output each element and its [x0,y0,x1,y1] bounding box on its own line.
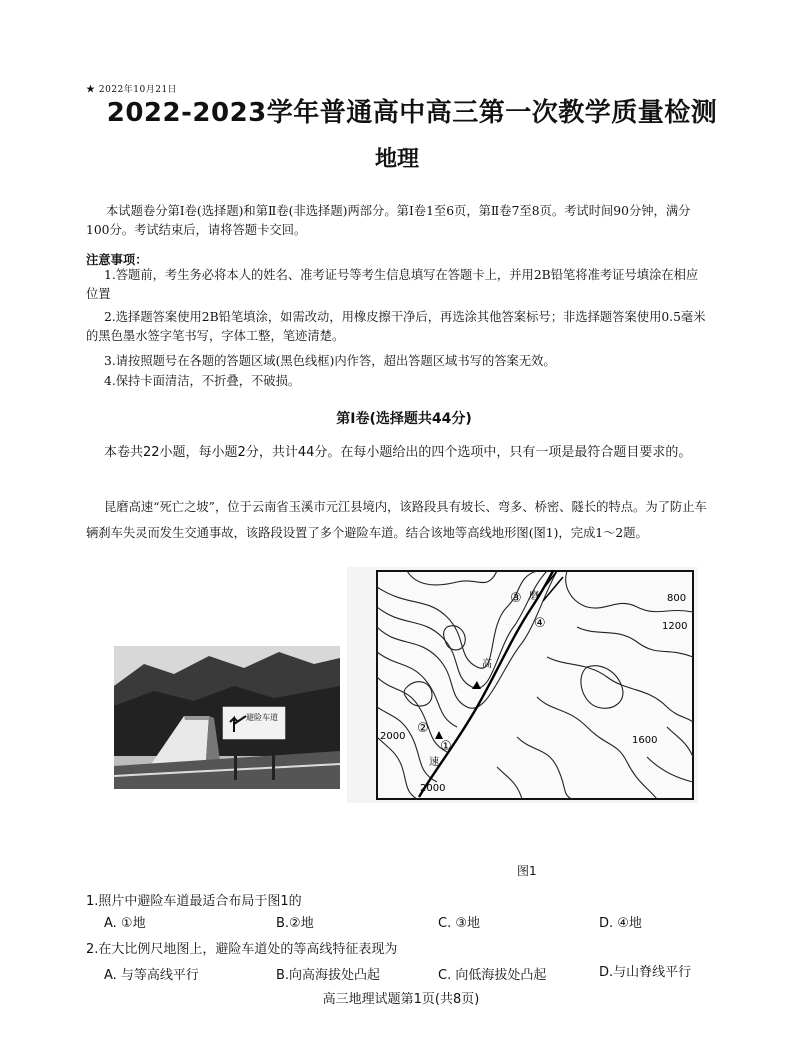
question-1-stem: 1.照片中避险车道最适合布局于图1的 [86,894,302,909]
q1-option-b: B.②地 [276,916,314,931]
notice-item-3: 3.请按照题号在各题的答题区域(黑色线框)内作答，超出答题区域书写的答案无效。 [104,354,556,368]
sign-text: 避险车道 [246,713,278,722]
contour-label-1600: 1600 [632,735,658,746]
runaway-ramp-photo [114,646,340,789]
q2-option-c: C. 向低海拔处凸起 [438,968,547,983]
notice-item-2: 2.选择题答案使用2B铅笔填涂，如需改动，用橡皮擦干净后，再选涂其他答案标号；非选择题答案使用0.5毫米的黑色墨水签字笔书写，字体工整，笔迹清楚。 [86,310,706,343]
contour-label-2000-bottom: 2000 [420,783,446,794]
intro-paragraph: 本试题卷分第Ⅰ卷(选择题)和第Ⅱ卷(非选择题)两部分。第Ⅰ卷1至6页，第Ⅱ卷7至8页。考试时间90分钟，满分100分。考试结束后，请将答题卡交回。 [86,204,691,237]
question-2-stem: 2.在大比例尺地图上，避险车道处的等高线特征表现为 [86,942,398,957]
marker-4: ④ [534,616,546,631]
q2-option-a: A. 与等高线平行 [104,968,199,983]
section-title: 第Ⅰ卷(选择题共44分) [336,411,472,427]
notice-item-4: 4.保持卡面清洁，不折叠，不破损。 [104,374,301,388]
exam-title: 2022-2023学年普通高中高三第一次教学质量检测 [106,98,718,128]
marker-3: ③ [510,591,522,606]
contour-label-800: 800 [667,593,687,604]
section-description: 本卷共22小题，每小题2分，共计44分。在每小题给出的四个选项中，只有一项是最符合题目要求的。 [104,445,692,460]
q1-option-a: A. ①地 [104,916,146,931]
q2-option-b: B.向高海拔处凸起 [276,968,381,983]
notice-heading: 注意事项： [86,252,148,267]
q2-option-d: D.与山脊线平行 [599,965,692,980]
marker-1: ① [440,739,452,754]
date-stamp: ★ 2022年10月21日 [86,85,178,95]
place-label-mo: 磨 [529,591,539,602]
material-paragraph: 昆磨高速“死亡之坡”，位于云南省玉溪市元江县境内，该路段具有坡长、弯多、桥密、隧长的特点。为了防止车辆刹车失灵而发生交通事故，该路段设置了多个避险车道。结合该地等高线地形图(图1)，完成1～2题。 [86,500,707,540]
q1-option-c: C. ③地 [438,916,480,931]
contour-label-2000-left: 2000 [380,731,406,742]
figure-caption: 图1 [517,864,537,878]
page-footer: 高三地理试题第1页(共8页) [322,992,480,1007]
q1-option-d: D. ④地 [599,916,642,931]
marker-2: ② [417,721,429,736]
subject-title: 地理 [374,147,419,172]
contour-label-1200: 1200 [662,621,688,632]
place-label-gao: 高 [482,659,492,670]
place-label-su: 速 [429,757,439,768]
contour-map [347,567,698,803]
notice-item-1: 1.答题前，考生务必将本人的姓名、准考证号等考生信息填写在答题卡上，并用2B铅笔将准考证号填涂在相应位置 [86,268,699,301]
